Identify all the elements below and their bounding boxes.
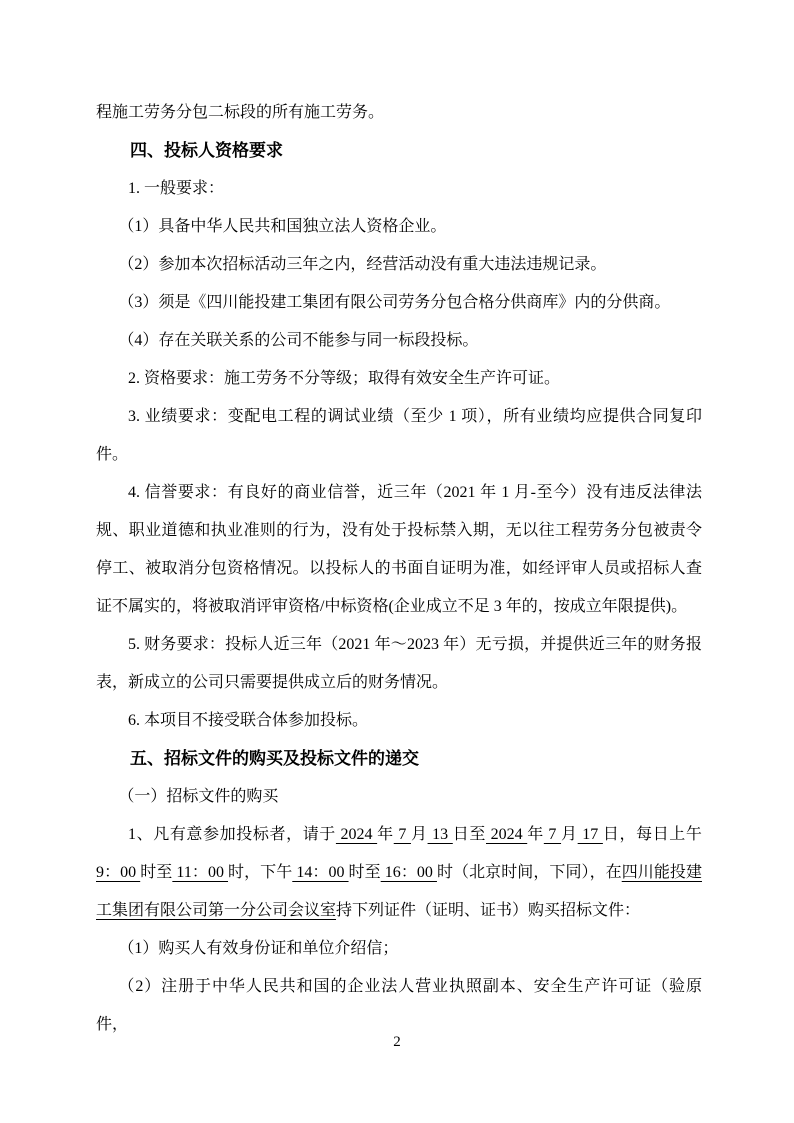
paragraph: （2）参加本次招标活动三年之内，经营活动没有重大违法违规记录。: [118, 256, 607, 273]
paragraph: （1）购买人有效身份证和单位介绍信；: [118, 940, 399, 957]
paragraph: （1）具备中华人民共和国独立法人资格企业。: [118, 218, 447, 235]
underlined-field: 17: [577, 826, 603, 843]
text-run: 日至: [452, 826, 486, 843]
text-run: 月: [561, 826, 578, 843]
text-run: 时至: [348, 864, 381, 881]
text-run: 年: [377, 826, 394, 843]
underlined-field: 7: [393, 826, 411, 843]
document-body: [96, 94, 702, 1044]
underlined-field: 2024: [486, 826, 528, 843]
paragraph: 4. 信誉要求：有良好的商业信誉，近三年（2021 年 1 月-至今）没有违反法律法规、职业道德和执业准则的行为，没有处于投标禁入期，无以往工程劳务分包被责令停工、被取消分包资格情况。以投标人的书面自证明为准，如经评审人员或招标人查证不属实的，将被取消评审资格/中标资格(企业成立不足 3 年的，按成立年限提供)。: [96, 484, 702, 615]
text-run: 年: [527, 826, 544, 843]
page-number: 2: [393, 1034, 401, 1050]
underlined-field: 14：00: [292, 864, 349, 881]
text-run: 时至: [140, 864, 173, 881]
paragraph: （3）须是《四川能投建工集团有限公司劳务分包合格分供商库》内的分供商。: [118, 294, 671, 311]
underlined-field: 16：00: [380, 864, 437, 881]
section-heading: 四、投标人资格要求: [130, 141, 283, 160]
text-run: 月: [410, 826, 428, 843]
paragraph: 2. 资格要求：施工劳务不分等级；取得有效安全生产许可证。: [128, 370, 561, 387]
paragraph: （4）存在关联关系的公司不能参与同一标段投标。: [118, 332, 479, 349]
paragraph: [96, 816, 702, 930]
underlined-field: 四川能投建工集团有限公司第一分公司会议室: [96, 864, 702, 919]
underlined-field: 9：00: [96, 864, 141, 881]
paragraph: （2）注册于中华人民共和国的企业法人营业执照副本、安全生产许可证（验原件，: [96, 978, 702, 1033]
paragraph: 程施工劳务分包二标段的所有施工劳务。: [96, 104, 385, 121]
paragraph: 6. 本项目不接受联合体参加投标。: [128, 712, 369, 729]
paragraph: 3. 业绩要求：变配电工程的调试业绩（至少 1 项），所有业绩均应提供合同复印件。: [96, 408, 702, 463]
paragraph: 5. 财务要求：投标人近三年（2021 年～2023 年）无亏损，并提供近三年的财务报表，新成立的公司只需要提供成立后的财务情况。: [96, 636, 702, 691]
underlined-field: 13: [427, 826, 453, 843]
paragraph: 1. 一般要求：: [128, 180, 225, 197]
text-run: 时（北京时间，下同），在: [436, 864, 622, 881]
text-run: 1、凡有意参加投标者，请于: [128, 826, 336, 843]
underlined-field: 2024: [335, 826, 378, 843]
underlined-field: 7: [543, 826, 562, 843]
paragraph: （一）招标文件的购买: [118, 788, 279, 805]
underlined-field: 11：00: [172, 864, 229, 881]
text-run: 持下列证件（证明、证书）购买招标文件：: [336, 902, 641, 919]
text-run: 日，每日上午: [602, 826, 702, 843]
section-heading: 五、招标文件的购买及投标文件的递交: [130, 749, 419, 768]
text-run: 时，下午: [228, 864, 293, 881]
